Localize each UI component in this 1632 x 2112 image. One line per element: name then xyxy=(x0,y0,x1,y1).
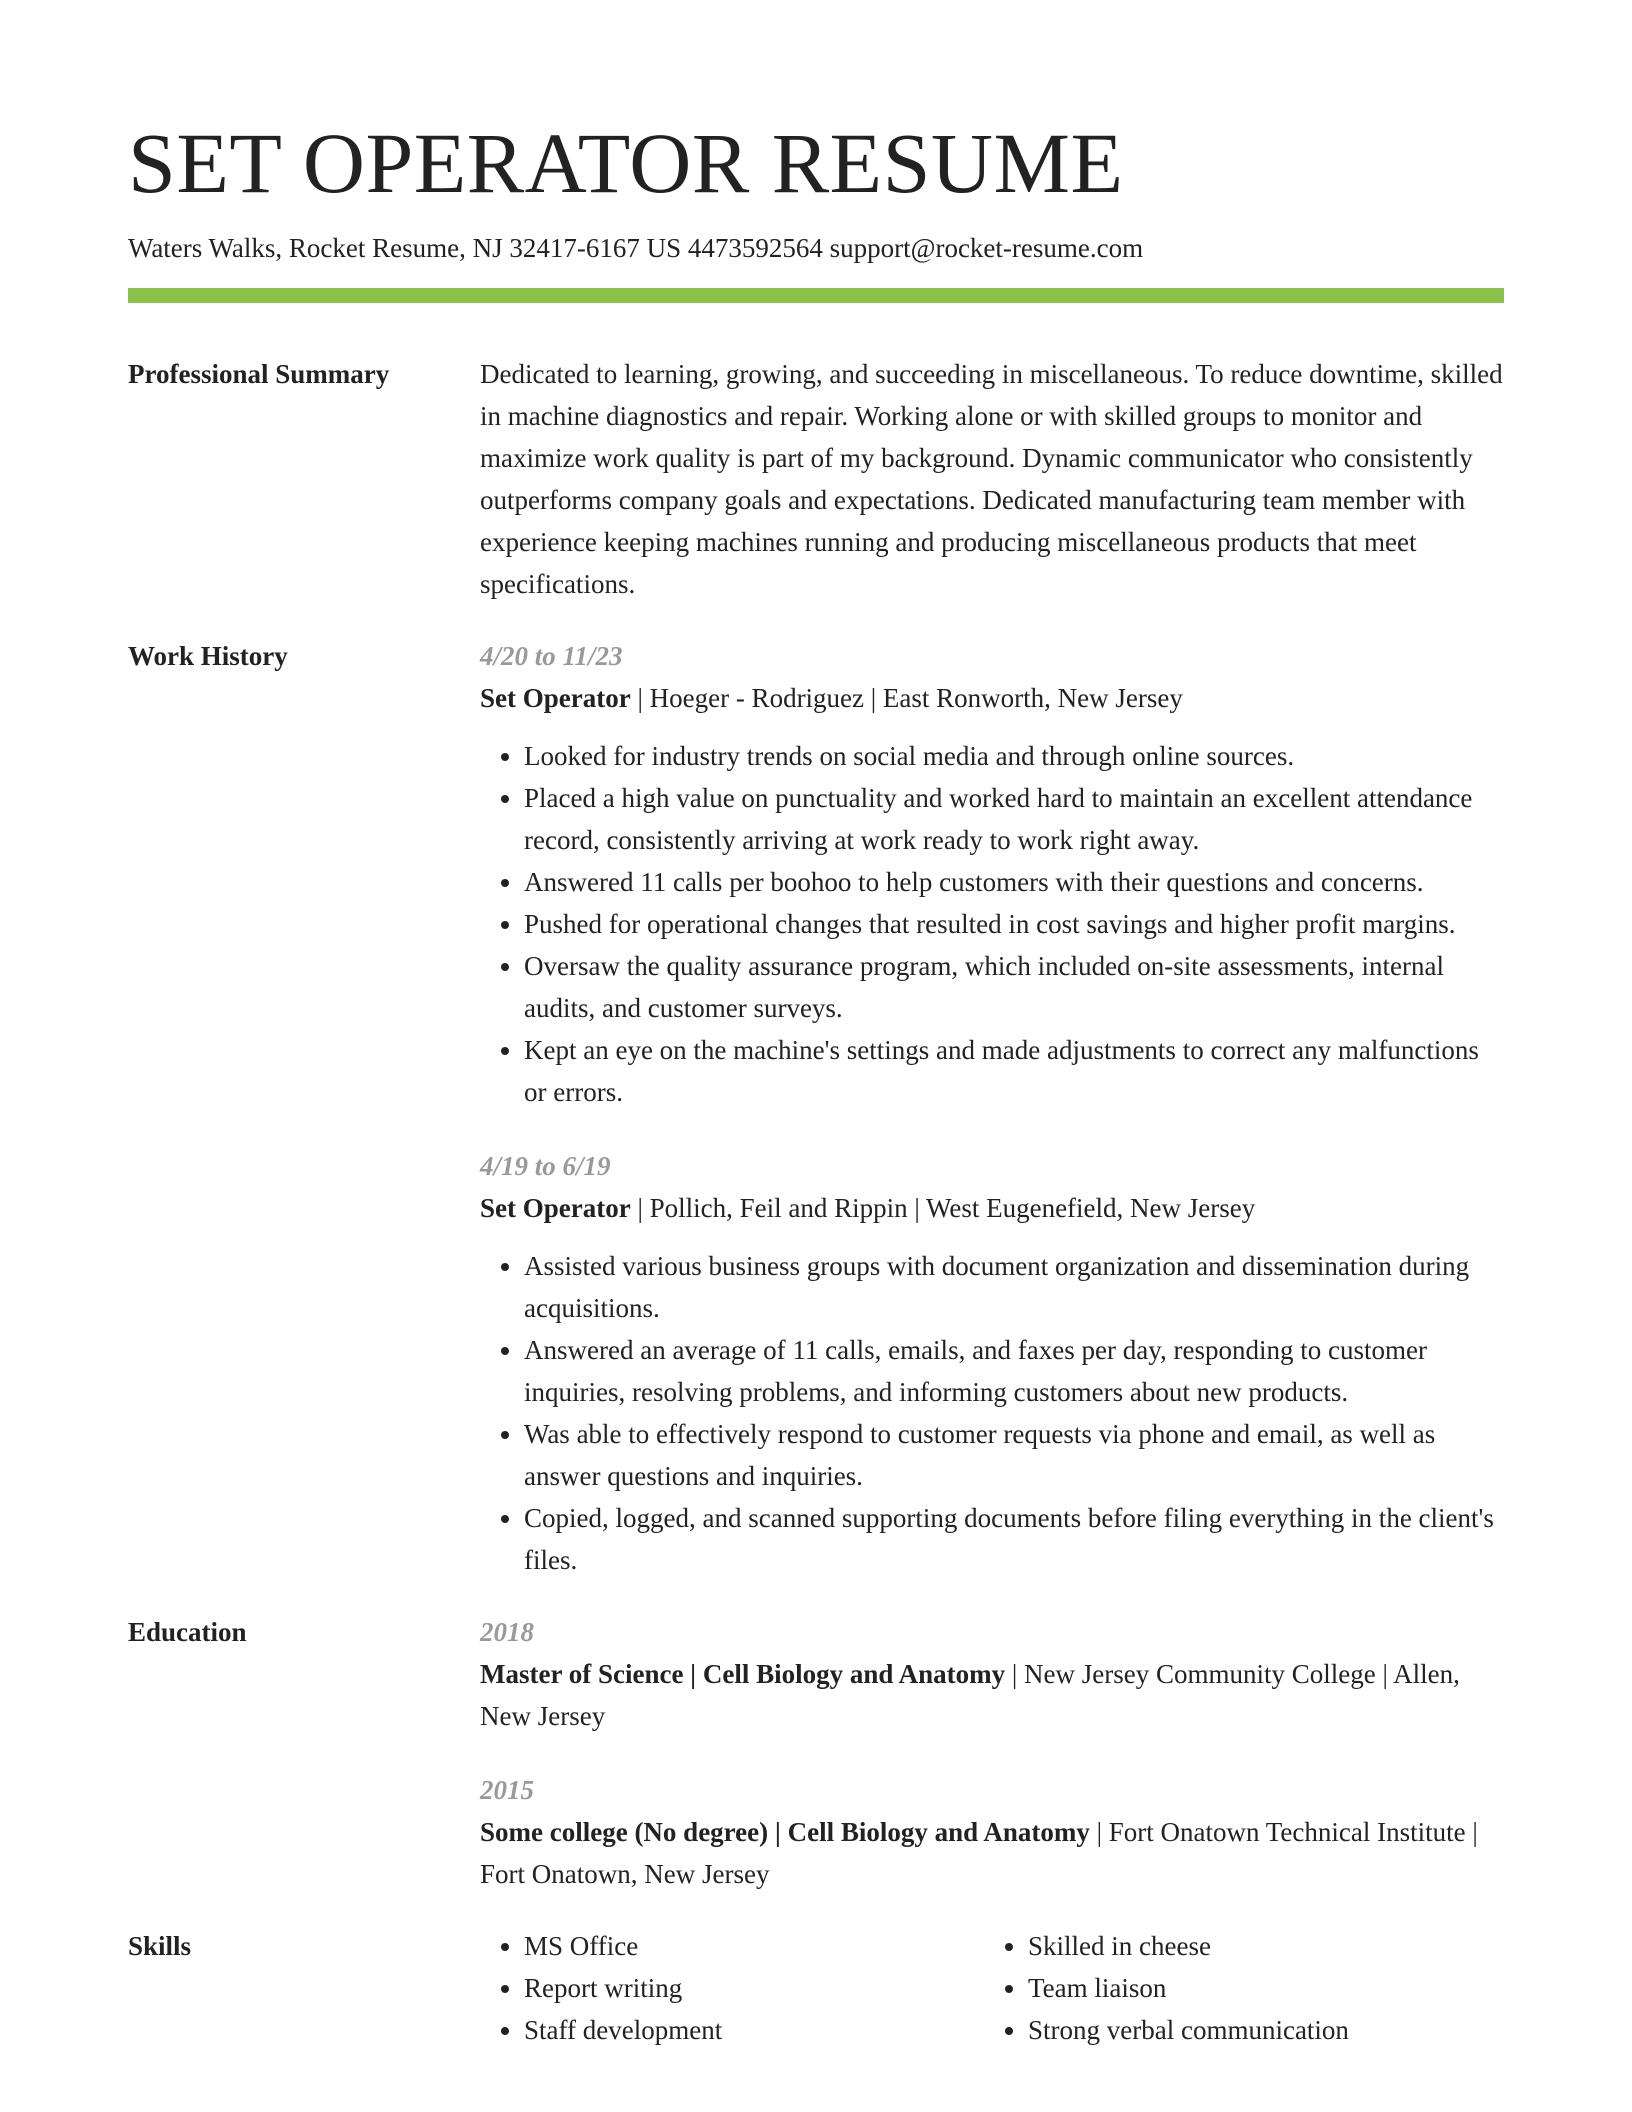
education-details: | Fort Onatown Technical Institute | Fort Onatown, New Jersey xyxy=(480,1817,1478,1889)
skills-heading: Skills xyxy=(128,1931,192,1961)
resume-title: SET OPERATOR RESUME xyxy=(128,115,1124,211)
job-bullet: • Placed a high value on punctuality and worked hard to maintain an excellent attendance record, consistently arriving at work ready to work right away. xyxy=(524,777,1504,861)
job-bullet: • Oversaw the quality assurance program, which included on-site assessments, internal audits, and customer surveys. xyxy=(524,945,1504,1029)
job-dates: 4/19 to 6/19 xyxy=(480,1151,611,1181)
skills-section xyxy=(128,1925,1504,2051)
education-degree: Some college (No degree) | Cell Biology and Anatomy xyxy=(480,1817,1090,1847)
summary-section xyxy=(128,353,1504,605)
job-bullet: • Pushed for operational changes that resulted in cost savings and higher profit margins. xyxy=(524,903,1504,945)
skill-item: • MS Office xyxy=(524,1925,984,1967)
job-bullets xyxy=(480,1245,1504,1581)
education-year: 2015 xyxy=(480,1775,534,1805)
job-bullet: • Was able to effectively respond to customer requests via phone and email, as well as answer questions and inquiries. xyxy=(524,1413,1504,1497)
job-dates: 4/20 to 11/23 xyxy=(480,641,623,671)
education-year: 2018 xyxy=(480,1617,534,1647)
job-title: Set Operator xyxy=(480,1193,631,1223)
education-line xyxy=(480,1811,1504,1895)
education-section xyxy=(128,1611,1504,1895)
job-bullets xyxy=(480,735,1504,1113)
job-role-line xyxy=(480,1187,1504,1229)
job-bullet: • Looked for industry trends on social media and through online sources. xyxy=(524,735,1504,777)
summary-text: Dedicated to learning, growing, and succeeding in miscellaneous. To reduce downtime, skilled in machine diagnostics and repair. Working alone or with skilled groups to monitor and maximize work quality is part of my background. Dynamic communicator who consistently outperforms company goals and expectations. Dedicated manufacturing team member with experience keeping machines running and producing miscellaneous products that meet specifications. xyxy=(480,359,1503,599)
skills-columns xyxy=(480,1925,1504,2051)
job-bullet: • Assisted various business groups with document organization and dissemination during acquisitions. xyxy=(524,1245,1504,1329)
skill-item: • Skilled in cheese xyxy=(1028,1925,1488,1967)
summary-body xyxy=(480,353,1504,605)
job-details: | Hoeger - Rodriguez | East Ronworth, New Jersey xyxy=(630,683,1183,713)
contact-line: Waters Walks, Rocket Resume, NJ 32417-6167 US 4473592564 support@rocket-resume.com xyxy=(128,233,1144,263)
job-role-line xyxy=(480,677,1504,719)
education-entry xyxy=(480,1611,1504,1737)
work-history-heading: Work History xyxy=(128,641,288,671)
job-title: Set Operator xyxy=(480,683,631,713)
skill-item: • Strong verbal communication xyxy=(1028,2009,1488,2051)
job-bullet: • Copied, logged, and scanned supporting documents before filing everything in the client's files. xyxy=(524,1497,1504,1581)
job-bullet: • Answered 11 calls per boohoo to help customers with their questions and concerns. xyxy=(524,861,1504,903)
education-heading: Education xyxy=(128,1617,247,1647)
skills-list-left xyxy=(480,1925,984,2051)
skills-list-right xyxy=(984,1925,1488,2051)
accent-divider xyxy=(128,288,1504,303)
education-entry xyxy=(480,1769,1504,1895)
education-degree: Master of Science | Cell Biology and Anatomy xyxy=(480,1659,1006,1689)
education-details: | New Jersey Community College | Allen, New Jersey xyxy=(480,1659,1460,1731)
skills-body xyxy=(480,1925,1504,2051)
work-history-body xyxy=(480,635,1504,1581)
job-bullet: • Answered an average of 11 calls, emails, and faxes per day, responding to customer inquiries, resolving problems, and informing customers about new products. xyxy=(524,1329,1504,1413)
job-entry xyxy=(480,1145,1504,1581)
skill-item: • Report writing xyxy=(524,1967,984,2009)
skill-item: • Staff development xyxy=(524,2009,984,2051)
skill-item: • Team liaison xyxy=(1028,1967,1488,2009)
education-line xyxy=(480,1653,1504,1737)
job-bullet: • Kept an eye on the machine's settings and made adjustments to correct any malfunctions or errors. xyxy=(524,1029,1504,1113)
work-history-section xyxy=(128,635,1504,1581)
education-body xyxy=(480,1611,1504,1895)
summary-heading: Professional Summary xyxy=(128,359,390,389)
job-entry xyxy=(480,635,1504,1113)
job-details: | Pollich, Feil and Rippin | West Eugenefield, New Jersey xyxy=(630,1193,1256,1223)
